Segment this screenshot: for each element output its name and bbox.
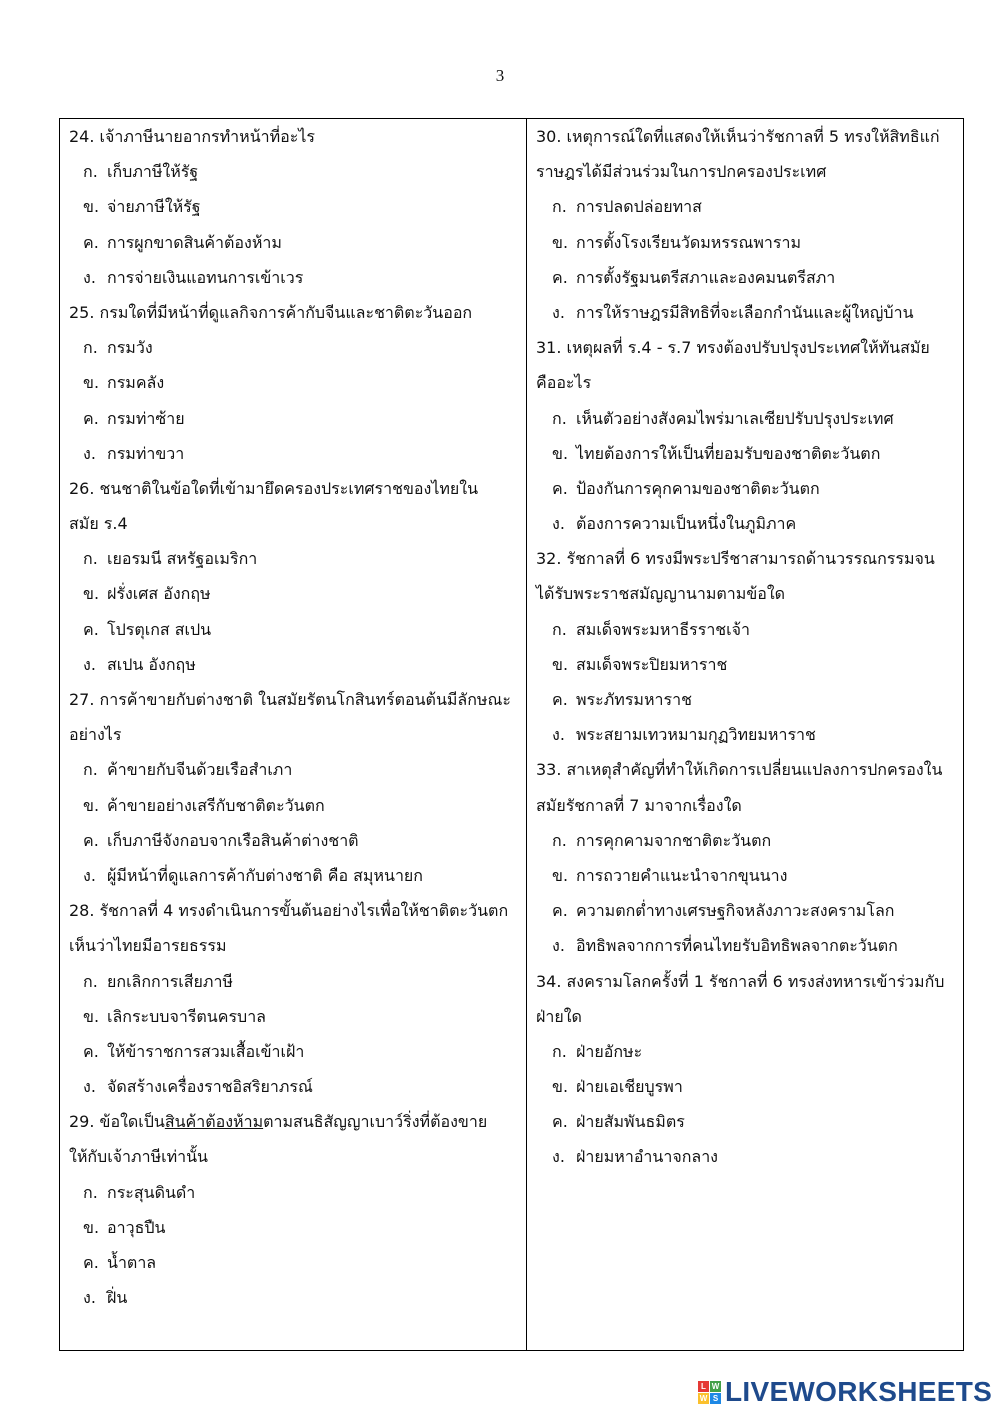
question-26-choice-b[interactable]	[69, 576, 521, 611]
choice-letter: ก.	[552, 1041, 567, 1061]
question-29-choice-d[interactable]	[69, 1280, 521, 1315]
choice-text: พระภัทรมหาราช	[576, 690, 692, 709]
choice-text: กรมท่าขวา	[107, 443, 185, 463]
choice-letter: ง.	[552, 1147, 565, 1167]
choice-text: พระสยามเทวหมามกุฏวิทยมหาราช	[576, 725, 816, 745]
choice-text: การถวายคำแนะนำจากขุนนาง	[576, 865, 788, 885]
question-34-choice-c[interactable]	[536, 1104, 960, 1139]
choice-letter: ก.	[552, 408, 567, 428]
question-33-choice-c[interactable]	[536, 893, 960, 928]
choice-text: ฝ่ายสัมพันธมิตร	[576, 1112, 685, 1132]
choice-text: อาวุธปืน	[107, 1217, 166, 1237]
question-31-choice-c[interactable]	[536, 471, 960, 506]
liveworksheets-brand[interactable]	[698, 1377, 992, 1407]
question-30-choice-d[interactable]	[536, 295, 960, 330]
choice-text: ฝิ่น	[107, 1288, 128, 1308]
choice-text: การตั้งรัฐมนตรีสภาและองคมนตรีสภา	[576, 267, 836, 287]
choice-letter: ก.	[552, 830, 567, 850]
question-34-stem-line-2: ฝ่ายใด	[536, 1006, 582, 1026]
choice-letter: ง.	[552, 514, 565, 534]
choice-text: กรมคลัง	[107, 373, 165, 393]
question-25-choice-a[interactable]	[69, 330, 521, 365]
choice-text: ค้าขายกับจีนด้วยเรือสำเภา	[107, 760, 293, 780]
question-27-choice-a[interactable]	[69, 752, 521, 787]
choice-letter: ง.	[552, 302, 565, 322]
question-26-choice-c[interactable]	[69, 612, 521, 647]
question-25-choice-d[interactable]	[69, 436, 521, 471]
stem-underlined-text: สินค้าต้องห้าม	[164, 1112, 264, 1132]
choice-letter: ก.	[83, 549, 98, 569]
question-33-choice-a[interactable]	[536, 823, 960, 858]
choice-letter: ง.	[83, 443, 96, 463]
question-32-choice-b[interactable]	[536, 647, 960, 682]
question-31-choice-a[interactable]	[536, 401, 960, 436]
choice-letter: ง.	[552, 725, 565, 745]
choice-letter: ค.	[83, 830, 99, 850]
choice-letter: ง.	[552, 936, 565, 956]
question-27-stem-line-1: 27. การค้าขายกับต่างชาติ ในสมัยรัตนโกสินทร์ตอนต้นมีลักษณะ	[69, 690, 511, 709]
choice-text: ฝ่ายอักษะ	[576, 1041, 643, 1061]
stem-text: ตามสนธิสัญญาเบาว์ริ่งที่ต้องขาย	[263, 1112, 488, 1132]
question-32-stem-line-1: 32. รัชกาลที่ 6 ทรงมีพระปรีชาสามารถด้านวรรณกรรมจน	[536, 549, 935, 569]
logo-tile: L	[698, 1381, 709, 1392]
choice-text: ให้ข้าราชการสวมเสื้อเข้าเฝ้า	[107, 1041, 305, 1061]
question-32-choice-d[interactable]	[536, 717, 960, 752]
choice-text: การตั้งโรงเรียนวัดมหรรณพาราม	[576, 232, 801, 252]
choice-letter: ก.	[552, 619, 567, 639]
question-27-stem-line-2: อย่างไร	[69, 725, 122, 745]
choice-letter: ค.	[552, 478, 568, 498]
question-33-stem-line-2: สมัยรัชกาลที่ 7 มาจากเรื่องใด	[536, 795, 742, 815]
choice-letter: ก.	[83, 1182, 98, 1202]
choice-text: ค้าขายอย่างเสรีกับชาติตะวันตก	[107, 795, 325, 815]
choice-text: ไทยต้องการให้เป็นที่ยอมรับของชาติตะวันตก	[576, 443, 881, 463]
left-column	[69, 119, 521, 1315]
choice-letter: ง.	[83, 1077, 96, 1097]
choice-letter: ค.	[83, 1253, 99, 1272]
question-31-stem-line-1: 31. เหตุผลที่ ร.4 - ร.7 ทรงต้องปรับปรุงประเทศให้ทันสมัย	[536, 338, 930, 358]
question-27-choice-c[interactable]	[69, 823, 521, 858]
choice-letter: ข.	[552, 232, 569, 252]
choice-text: เลิกระบบจารีตนครบาล	[107, 1006, 266, 1026]
logo-tile: W	[711, 1381, 720, 1391]
choice-letter: ง.	[83, 865, 96, 885]
choice-letter: ข.	[83, 197, 100, 217]
question-33-stem-line-1: 33. สาเหตุสำคัญที่ทำให้เกิดการเปลี่ยนแปลงการปกครองใน	[536, 760, 943, 780]
question-24-choice-c[interactable]	[69, 225, 521, 260]
question-34-choice-a[interactable]	[536, 1034, 960, 1069]
choice-text: เห็นตัวอย่างสังคมไพร่มาเลเซียปรับปรุงประเทศ	[576, 408, 894, 428]
stem-text: 29. ข้อใดเป็น	[69, 1112, 165, 1132]
question-30-stem-line-2: ราษฎรได้มีส่วนร่วมในการปกครองประเทศ	[536, 162, 827, 182]
choice-text: อิทธิพลจากการที่คนไทยรับอิทธิพลจากตะวันตก	[576, 936, 898, 956]
choice-text: การปลดปล่อยทาส	[576, 197, 702, 217]
question-32-choice-a[interactable]	[536, 612, 960, 647]
question-34-choice-d[interactable]	[536, 1139, 960, 1174]
question-31-stem-line-2: คืออะไร	[536, 373, 592, 393]
question-33-choice-d[interactable]	[536, 928, 960, 963]
choice-text: การให้ราษฎรมีสิทธิที่จะเลือกกำนันและผู้ใหญ่บ้าน	[576, 302, 914, 322]
question-29-choice-a[interactable]	[69, 1175, 521, 1210]
choice-letter: ง.	[83, 267, 96, 287]
choice-letter: ข.	[552, 865, 569, 885]
question-32-choice-c[interactable]	[536, 682, 960, 717]
question-25-choice-c[interactable]	[69, 401, 521, 436]
choice-text: สมเด็จพระปิยมหาราช	[576, 654, 728, 674]
question-24-choice-d[interactable]	[69, 260, 521, 295]
question-24-choice-b[interactable]	[69, 189, 521, 224]
choice-letter: ค.	[552, 901, 568, 921]
question-26-choice-d[interactable]	[69, 647, 521, 682]
column-divider	[526, 119, 527, 1350]
question-25-stem: 25. กรมใดที่มีหน้าที่ดูแลกิจการค้ากับจีนและชาติตะวันออก	[69, 302, 473, 322]
choice-text: จัดสร้างเครื่องราชอิสริยาภรณ์	[107, 1077, 313, 1097]
question-28-stem-line-1: 28. รัชกาลที่ 4 ทรงดำเนินการขั้นต้นอย่างไรเพื่อให้ชาติตะวันตก	[69, 901, 509, 921]
choice-text: ความตกต่ำทางเศรษฐกิจหลังภาวะสงครามโลก	[576, 901, 895, 921]
choice-letter: ค.	[552, 1112, 568, 1132]
question-26-stem-line-1: 26. ชนชาติในข้อใดที่เข้ามายึดครองประเทศราชของไทยใน	[69, 478, 479, 498]
question-26-stem-line-2: สมัย ร.4	[69, 514, 128, 534]
question-25-choice-b[interactable]	[69, 365, 521, 400]
question-26-choice-a[interactable]	[69, 541, 521, 576]
choice-text: เก็บภาษีให้รัฐ	[107, 162, 199, 182]
choice-text: เยอรมนี สหรัฐอเมริกา	[107, 549, 258, 569]
question-27-choice-d[interactable]	[69, 858, 521, 893]
logo-tile: S	[710, 1393, 721, 1404]
choice-text: จ่ายภาษีให้รัฐ	[107, 197, 201, 217]
choice-text: ต้องการความเป็นหนึ่งในภูมิภาค	[576, 514, 797, 534]
choice-text: น้ำตาล	[107, 1253, 157, 1272]
choice-letter: ข.	[552, 1077, 569, 1097]
choice-letter: ค.	[552, 690, 568, 709]
question-28-choice-a[interactable]	[69, 964, 521, 999]
question-29-stem-line-1	[69, 1104, 521, 1139]
question-29-stem-line-2: ให้กับเจ้าภาษีเท่านั้น	[69, 1147, 208, 1167]
choice-text: สมเด็จพระมหาธีรราชเจ้า	[576, 619, 750, 639]
choice-letter: ข.	[83, 1217, 100, 1237]
choice-text: ฝรั่งเศส อังกฤษ	[107, 584, 211, 604]
choice-letter: ก.	[552, 197, 567, 217]
choice-text: กระสุนดินดำ	[107, 1182, 196, 1202]
choice-letter: ก.	[83, 162, 98, 182]
right-column	[536, 119, 960, 1175]
question-29-choice-b[interactable]	[69, 1210, 521, 1245]
choice-letter: ก.	[83, 338, 98, 358]
choice-letter: ง.	[83, 1288, 96, 1308]
choice-text: การคุกคามจากชาติตะวันตก	[576, 830, 772, 850]
question-31-choice-b[interactable]	[536, 436, 960, 471]
question-34-choice-b[interactable]	[536, 1069, 960, 1104]
question-30-choice-c[interactable]	[536, 260, 960, 295]
choice-text: ฝ่ายเอเชียบูรพา	[576, 1077, 683, 1097]
question-28-stem-line-2: เห็นว่าไทยมีอารยธรรม	[69, 936, 227, 956]
choice-letter: ค.	[552, 267, 568, 287]
question-24-choice-a[interactable]	[69, 154, 521, 189]
choice-letter: ค.	[83, 408, 99, 428]
liveworksheets-logo-icon	[698, 1381, 721, 1404]
choice-letter: ค.	[83, 619, 99, 639]
choice-text: กรมวัง	[107, 338, 153, 358]
choice-text: การผูกขาดสินค้าต้องห้าม	[107, 232, 282, 252]
question-30-choice-b[interactable]	[536, 225, 960, 260]
choice-text: สเปน อังกฤษ	[107, 654, 196, 674]
choice-letter: ค.	[83, 1041, 99, 1061]
question-table	[59, 118, 964, 1351]
choice-letter: ข.	[83, 795, 100, 815]
question-30-stem-line-1: 30. เหตุการณ์ใดที่แสดงให้เห็นว่ารัชกาลที่ 5 ทรงให้สิทธิแก่	[536, 127, 940, 146]
choice-text: กรมท่าซ้าย	[107, 408, 185, 428]
choice-text: ผู้มีหน้าที่ดูแลการค้ากับต่างชาติ คือ สมุหนายก	[107, 865, 423, 885]
question-28-choice-d[interactable]	[69, 1069, 521, 1104]
choice-letter: ก.	[83, 760, 98, 780]
choice-letter: ก.	[83, 971, 98, 991]
choice-letter: ข.	[83, 373, 100, 393]
choice-text: การจ่ายเงินแอทนการเข้าเวร	[107, 267, 304, 287]
question-34-stem-line-1: 34. สงครามโลกครั้งที่ 1 รัชกาลที่ 6 ทรงส่งทหารเข้าร่วมกับ	[536, 971, 945, 991]
brand-name: LIVEWORKSHEETS	[725, 1376, 993, 1407]
choice-text: ป้องกันการคุกคามของชาติตะวันตก	[576, 478, 820, 498]
question-33-choice-b[interactable]	[536, 858, 960, 893]
page-number: 3	[495, 66, 505, 85]
question-28-choice-c[interactable]	[69, 1034, 521, 1069]
question-29-choice-c[interactable]	[69, 1245, 521, 1280]
choice-text: เก็บภาษีจังกอบจากเรือสินค้าต่างชาติ	[107, 830, 359, 850]
choice-letter: ข.	[83, 1006, 100, 1026]
question-30-choice-a[interactable]	[536, 189, 960, 224]
question-31-choice-d[interactable]	[536, 506, 960, 541]
choice-letter: ข.	[552, 654, 569, 674]
choice-letter: ค.	[83, 232, 99, 252]
question-28-choice-b[interactable]	[69, 999, 521, 1034]
choice-text: ยกเลิกการเสียภาษี	[107, 971, 233, 991]
question-24-stem: 24. เจ้าภาษีนายอากรทำหน้าที่อะไร	[69, 127, 315, 146]
logo-tile: W	[699, 1393, 708, 1403]
question-32-stem-line-2: ได้รับพระราชสมัญญานามตามข้อใด	[536, 584, 786, 604]
question-27-choice-b[interactable]	[69, 788, 521, 823]
choice-letter: ข.	[552, 443, 569, 463]
choice-letter: ข.	[83, 584, 100, 604]
choice-text: ฝ่ายมหาอำนาจกลาง	[576, 1147, 718, 1167]
choice-letter: ง.	[83, 654, 96, 674]
choice-text: โปรตุเกส สเปน	[107, 619, 212, 639]
